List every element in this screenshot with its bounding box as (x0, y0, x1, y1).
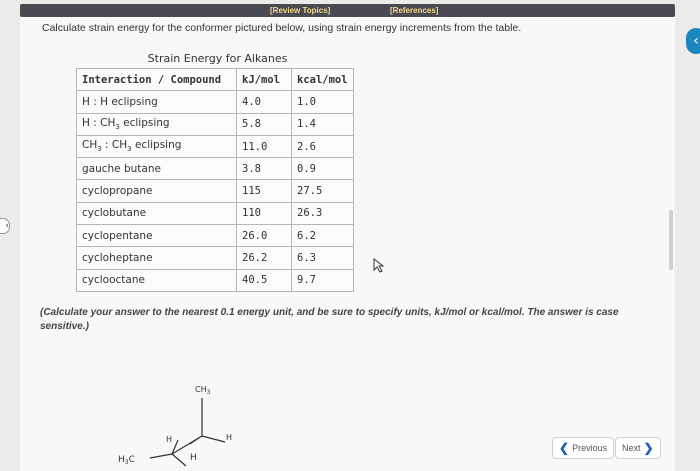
kj-value: 115 (237, 180, 292, 202)
strain-energy-table (76, 68, 354, 292)
previous-label: Previous (572, 443, 608, 453)
mouse-cursor-icon (372, 258, 386, 274)
chevron-right-icon: ❯ (643, 441, 654, 455)
kcal-value: 9.7 (292, 269, 354, 291)
table-row (77, 269, 354, 291)
table-row (77, 225, 354, 247)
scrollbar[interactable] (669, 210, 673, 270)
kj-value: 26.0 (237, 225, 292, 247)
kcal-value: 6.3 (292, 247, 354, 269)
kj-value: 110 (237, 202, 292, 224)
kcal-value: 1.4 (292, 113, 354, 135)
references-link[interactable]: [References] (390, 6, 439, 15)
kj-value: 4.0 (237, 91, 292, 113)
answer-instructions: (Calculate your answer to the nearest 0.1 energy unit, and be sure to specify units, kJ/mol or kcal/mol. The answer is case sensitive.) (40, 307, 619, 332)
table-row (77, 113, 354, 135)
table-row (77, 202, 354, 224)
kj-value: 5.8 (237, 113, 292, 135)
kcal-value: 1.0 (292, 91, 354, 113)
interaction-name: H : $CH_3$ eclipsing (77, 113, 237, 135)
interaction-name: $CH_3$ : $CH_3$ eclipsing (77, 135, 237, 157)
kcal-value: 2.6 (292, 135, 354, 157)
svg-text:H: H (190, 453, 197, 463)
top-bar (20, 4, 675, 17)
interaction-name: cyclopropane (77, 180, 237, 202)
kj-value: 40.5 (237, 269, 292, 291)
kcal-value: 6.2 (292, 225, 354, 247)
table-row (77, 180, 354, 202)
question-prompt: Calculate strain energy for the conformer pictured below, using strain energy increments from the table. (42, 22, 522, 34)
interaction-name: H : H eclipsing (77, 91, 237, 113)
kj-value: 26.2 (237, 247, 292, 269)
column-header: Interaction / Compound (77, 69, 237, 91)
interaction-name: cyclopentane (77, 225, 237, 247)
kcal-value: 0.9 (292, 158, 354, 180)
svg-text:CH3: $CH_3$ (195, 385, 211, 396)
table-row (77, 135, 354, 157)
chevron-left-icon[interactable]: ‹ (0, 218, 10, 234)
interaction-name: cycloheptane (77, 247, 237, 269)
kj-value: 3.8 (237, 158, 292, 180)
svg-text:H3C: $H_3C$ (118, 455, 135, 466)
kcal-value: 27.5 (292, 180, 354, 202)
chevron-left-icon: ❮ (559, 441, 570, 455)
next-button[interactable] (615, 437, 661, 459)
kj-value: 11.0 (237, 135, 292, 157)
interaction-name: gauche butane (77, 158, 237, 180)
next-label: Next (622, 443, 641, 453)
svg-text:H: H (226, 433, 233, 442)
review-topics-link[interactable]: [Review Topics] (270, 6, 331, 15)
interaction-name: cyclooctane (77, 269, 237, 291)
newman-conformer-drawing (110, 378, 250, 470)
table-caption: Strain Energy for Alkanes (147, 52, 288, 65)
table-header-row (77, 69, 354, 91)
column-header: kJ/mol (237, 69, 292, 91)
previous-button[interactable] (552, 437, 614, 459)
table-row (77, 247, 354, 269)
interaction-name: cyclobutane (77, 202, 237, 224)
column-header: kcal/mol (292, 69, 354, 91)
side-panel-toggle[interactable]: ‹ (686, 28, 700, 54)
table-row (77, 158, 354, 180)
svg-text:H: H (166, 435, 173, 444)
table-row (77, 91, 354, 113)
kcal-value: 26.3 (292, 202, 354, 224)
